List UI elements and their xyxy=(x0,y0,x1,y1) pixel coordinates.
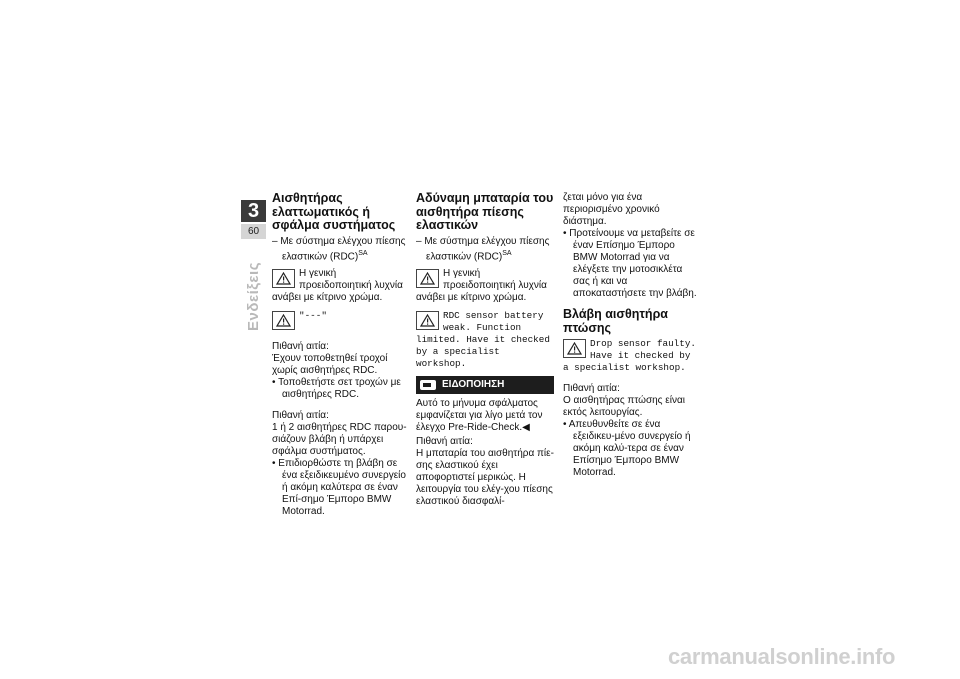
section-heading-drop-sensor: Βλάβη αισθητήρα πτώσης xyxy=(563,307,668,335)
cause-text: Η μπαταρία του αισθητήρα πίε-σης ελαστικού έχει αποφορτιστεί μερικώς. Η λειτουργία του ελέγ-χου πίεσης ελαστικού διασφαλί- xyxy=(416,447,554,507)
cause-label: Πιθανή αιτία: xyxy=(272,409,329,421)
cause-text: 1 ή 2 αισθητήρες RDC παρου-σιάζουν βλάβη ή υπάρχει σφάλμα συστήματος. xyxy=(272,421,407,457)
column-1 xyxy=(272,192,410,518)
action-bullet: • Τοποθετήστε σετ τροχών με αισθητήρες RDC. xyxy=(272,376,401,400)
warning-block xyxy=(272,268,410,304)
chapter-number: 3 xyxy=(241,200,266,222)
warning-triangle-icon xyxy=(272,311,295,330)
warning-triangle-icon xyxy=(416,311,439,330)
warning-triangle-icon xyxy=(563,339,586,358)
display-block xyxy=(416,310,554,370)
display-readout: "---" xyxy=(299,309,327,321)
warning-triangle-icon xyxy=(416,269,439,288)
column-3 xyxy=(563,192,701,479)
action-bullet: • Προτείνουμε να μεταβείτε σε έναν Επίσημο Έμπορο BMW Motorrad για να ελέγξετε την μοτοσικλέτα σας ή και να αποκαταστήσετε την βλάβη. xyxy=(563,228,697,299)
cause-text: Έχουν τοποθετηθεί τροχοί χωρίς αισθητήρες RDC. xyxy=(272,352,388,376)
note-label: ΕΙΔΟΠΟΙΗΣΗ xyxy=(442,378,505,390)
condition-line: – Με σύστημα ελέγχου πίεσης ελαστικών (RDC)$^{SA}$ xyxy=(272,235,406,262)
note-text: Αυτό το μήνυμα σφάλματος εμφανίζεται για λίγο μετά τον έλεγχο Pre-Ride-Check.◀ xyxy=(416,397,543,433)
section-heading-sensor-fault: Αισθητήρας ελαττωματικός ή σφάλμα συστήματος xyxy=(272,191,396,232)
chapter-title: Ενδείξεις xyxy=(245,262,262,331)
continued-text: ζεται μόνο για ένα περιορισμένο χρονικό διάστημα. xyxy=(563,192,660,227)
page-number: 60 xyxy=(241,224,266,239)
cause-label: Πιθανή αιτία: xyxy=(563,383,620,394)
note-banner xyxy=(416,376,554,394)
cause-label: Πιθανή αιτία: xyxy=(416,435,473,447)
display-message: RDC sensor battery weak. Function limited. Have it checked by a specialist workshop. xyxy=(416,309,550,369)
action-bullet: • Επιδιορθώστε τη βλάβη σε ένα εξειδικευμένο συνεργείο ή ακόμη καλύτερα σε έναν Επί-σημο Έμπορο BMW Motorrad. xyxy=(272,457,406,517)
display-message: Drop sensor faulty. Have it checked by a specialist workshop. xyxy=(563,338,697,373)
display-block xyxy=(563,338,701,374)
pointing-hand-icon xyxy=(420,380,436,390)
warning-block xyxy=(416,268,554,304)
warning-text: Η γενική προειδοποιητική λυχνία ανάβει με κίτρινο χρώμα. xyxy=(416,267,547,303)
watermark: carmanualsonline.info xyxy=(668,644,896,669)
action-bullet: • Απευθυνθείτε σε ένα εξειδικευ-μένο συνεργείο ή ακόμη καλύ-τερα σε έναν Επίσημο Έμπορο BMW Motorrad. xyxy=(563,419,691,478)
cause-label: Πιθανή αιτία: xyxy=(272,340,329,352)
column-2 xyxy=(416,192,554,508)
display-block xyxy=(272,310,410,332)
condition-line: – Με σύστημα ελέγχου πίεσης ελαστικών (RDC)$^{SA}$ xyxy=(416,235,550,262)
section-heading-battery-weak: Αδύναμη μπαταρία του αισθητήρα πίεσης ελαστικών xyxy=(416,191,554,232)
warning-text: Η γενική προειδοποιητική λυχνία ανάβει με κίτρινο χρώμα. xyxy=(272,267,403,303)
warning-triangle-icon xyxy=(272,269,295,288)
cause-text: Ο αισθητήρας πτώσης είναι εκτός λειτουργίας. xyxy=(563,395,685,418)
